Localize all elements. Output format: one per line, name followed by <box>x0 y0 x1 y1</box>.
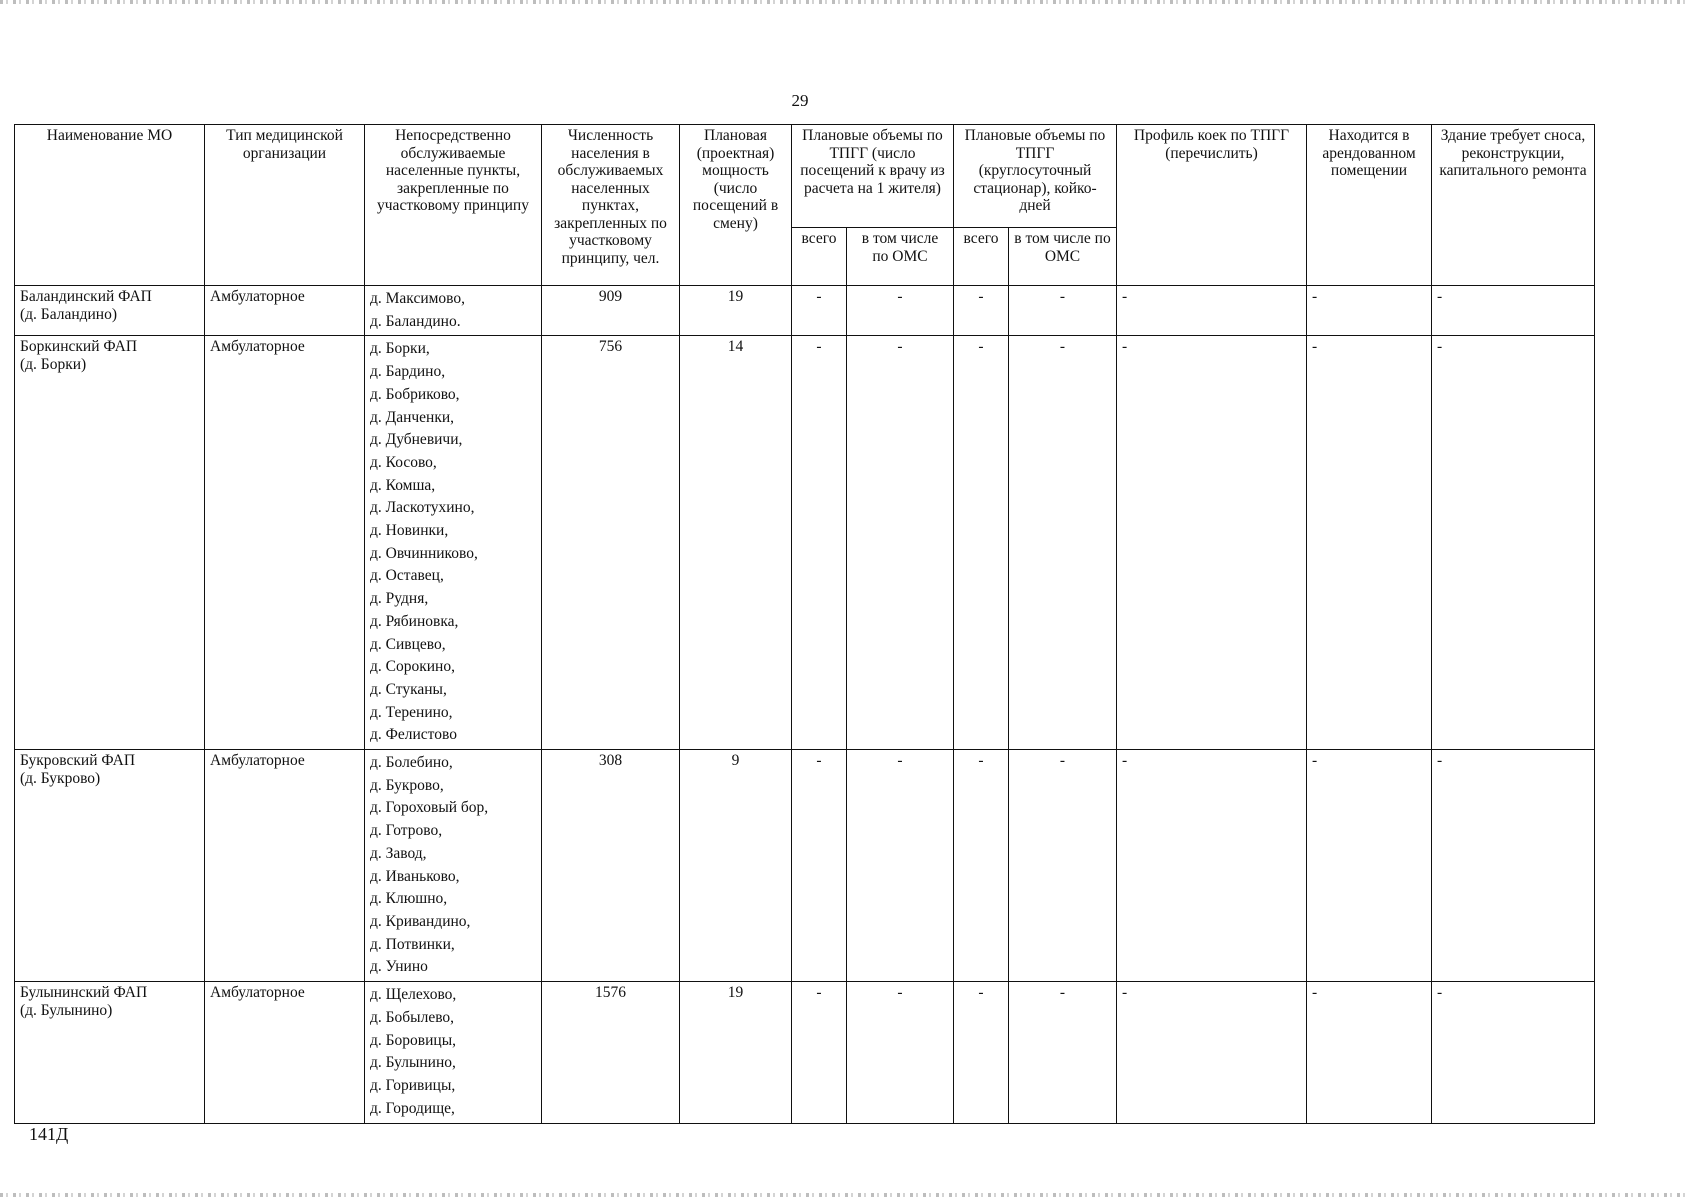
settlement: д. Бардино, <box>370 363 446 381</box>
org-type: Амбулаторное <box>205 286 365 336</box>
settlement: д. Бобылево, <box>370 1008 455 1026</box>
table-row <box>15 336 1595 750</box>
facility-name-cell <box>15 336 205 750</box>
header-visits-group: Плановые объемы по ТПГГ (число посещений к врачу из расчета на 1 жителя) <box>792 125 954 228</box>
capacity-value: 19 <box>680 286 792 336</box>
settlement: д. Болебино, <box>370 754 453 772</box>
beds-total-value: - <box>954 286 1009 336</box>
settlement: д. Потвинки, <box>370 935 455 953</box>
scan-edge-bottom <box>0 1193 1686 1197</box>
rented-value: - <box>1307 286 1432 336</box>
settlement: д. Иваньково, <box>370 867 460 885</box>
settlement: д. Рябиновка, <box>370 612 459 630</box>
document-code: 141Д <box>29 1124 69 1144</box>
settlements-cell <box>365 336 542 750</box>
settlement: д. Ласкотухино, <box>370 499 475 517</box>
bed-profile-value: - <box>1117 982 1307 1124</box>
settlement: д. Дубневичи, <box>370 431 463 449</box>
bed-profile-value: - <box>1117 286 1307 336</box>
population-value: 308 <box>542 750 680 982</box>
facility-location: (д. Баландино) <box>20 306 118 323</box>
header-rented: Находится в арендованном помещении <box>1307 125 1432 286</box>
header-bed-profile: Профиль коек по ТПГГ (перечислить) <box>1117 125 1307 286</box>
table-row <box>15 750 1595 982</box>
page-number: 29 <box>791 91 809 110</box>
facility-location: (д. Булынино) <box>20 1002 113 1020</box>
org-type: Амбулаторное <box>205 982 365 1124</box>
visits-oms-value: - <box>847 982 954 1124</box>
settlement: д. Букрово, <box>370 776 444 794</box>
rented-value: - <box>1307 982 1432 1124</box>
scan-edge-top <box>0 0 1686 4</box>
settlement: д. Гороховый бор, <box>370 799 489 817</box>
settlement: д. Новинки, <box>370 522 449 540</box>
facility-name-cell <box>15 982 205 1124</box>
settlement: д. Унино <box>370 958 428 976</box>
header-org-type: Тип медицинской организации <box>205 125 365 286</box>
header-visits-oms: в том числе по ОМС <box>847 228 954 286</box>
header-population: Численность населения в обслуживаемых населенных пунктах, закрепленных по участковому принципу, чел. <box>542 125 680 286</box>
settlement: д. Клюшно, <box>370 890 448 908</box>
settlement: д. Борки, <box>370 340 430 358</box>
header-beds-total: всего <box>954 228 1009 286</box>
facility-name: Боркинский ФАП <box>20 338 138 356</box>
facilities-table <box>14 124 1595 1124</box>
table-row <box>15 286 1595 336</box>
settlement: д. Стуканы, <box>370 680 447 698</box>
facility-name: Булынинский ФАП <box>20 984 148 1002</box>
population-value: 909 <box>542 286 680 336</box>
bed-profile-value: - <box>1117 336 1307 750</box>
settlement: д. Максимово, <box>370 290 466 307</box>
settlement: д. Щелехово, <box>370 986 457 1004</box>
header-beds-oms: в том числе по ОМС <box>1009 228 1117 286</box>
org-type: Амбулаторное <box>205 336 365 750</box>
settlement: д. Теренино, <box>370 703 453 721</box>
settlement: д. Овчинниково, <box>370 544 478 562</box>
settlement: д. Данченки, <box>370 408 455 426</box>
building-value: - <box>1432 750 1595 982</box>
beds-total-value: - <box>954 750 1009 982</box>
header-beds-group: Плановые объемы по ТПГГ (круглосуточный стационар), койко-дней <box>954 125 1117 228</box>
header-building: Здание требует сноса, реконструкции, капитального ремонта <box>1432 125 1595 286</box>
facility-location: (д. Букрово) <box>20 770 101 788</box>
settlement: д. Фелистово <box>370 726 457 744</box>
settlement: д. Готрово, <box>370 822 443 840</box>
visits-total-value: - <box>792 982 847 1124</box>
facility-name: Букровский ФАП <box>20 752 136 770</box>
settlement: д. Завод, <box>370 844 427 862</box>
capacity-value: 19 <box>680 982 792 1124</box>
population-value: 1576 <box>542 982 680 1124</box>
settlement: д. Сорокино, <box>370 658 455 676</box>
population-value: 756 <box>542 336 680 750</box>
building-value: - <box>1432 286 1595 336</box>
settlements-cell <box>365 286 542 336</box>
header-visits-total: всего <box>792 228 847 286</box>
visits-total-value: - <box>792 750 847 982</box>
settlement: д. Булынино, <box>370 1054 456 1072</box>
header-name-mo: Наименование МО <box>15 125 205 286</box>
beds-total-value: - <box>954 982 1009 1124</box>
settlement: д. Баландино. <box>370 312 461 330</box>
facility-name: Баландинский ФАП <box>20 288 152 305</box>
org-type: Амбулаторное <box>205 750 365 982</box>
building-value: - <box>1432 336 1595 750</box>
beds-oms-value: - <box>1009 286 1117 336</box>
settlement: д. Сивцево, <box>370 635 446 653</box>
settlement: д. Бобриково, <box>370 385 460 403</box>
beds-oms-value: - <box>1009 750 1117 982</box>
visits-oms-value: - <box>847 336 954 750</box>
capacity-value: 9 <box>680 750 792 982</box>
visits-total-value: - <box>792 336 847 750</box>
facility-name-cell <box>15 286 205 336</box>
rented-value: - <box>1307 336 1432 750</box>
settlement: д. Рудня, <box>370 590 429 608</box>
rented-value: - <box>1307 750 1432 982</box>
settlement: д. Городище, <box>370 1099 455 1117</box>
settlements-cell <box>365 982 542 1124</box>
settlements-cell <box>365 750 542 982</box>
visits-total-value: - <box>792 286 847 336</box>
bed-profile-value: - <box>1117 750 1307 982</box>
settlement: д. Боровицы, <box>370 1031 456 1049</box>
beds-total-value: - <box>954 336 1009 750</box>
visits-oms-value: - <box>847 286 954 336</box>
header-row-1 <box>15 125 1595 228</box>
facility-location: (д. Борки) <box>20 356 87 374</box>
settlement: д. Комша, <box>370 476 436 494</box>
visits-oms-value: - <box>847 750 954 982</box>
header-settlements: Непосредственно обслуживаемые населенные пункты, закрепленные по участковому принципу <box>365 125 542 286</box>
capacity-value: 14 <box>680 336 792 750</box>
settlement: д. Оставец, <box>370 567 444 585</box>
header-capacity: Плановая (проектная) мощность (число посещений в смену) <box>680 125 792 286</box>
facility-name-cell <box>15 750 205 982</box>
beds-oms-value: - <box>1009 336 1117 750</box>
settlement: д. Горивицы, <box>370 1076 456 1094</box>
settlement: д. Косово, <box>370 453 437 471</box>
settlement: д. Кривандино, <box>370 912 471 930</box>
building-value: - <box>1432 982 1595 1124</box>
table-row <box>15 982 1595 1124</box>
beds-oms-value: - <box>1009 982 1117 1124</box>
